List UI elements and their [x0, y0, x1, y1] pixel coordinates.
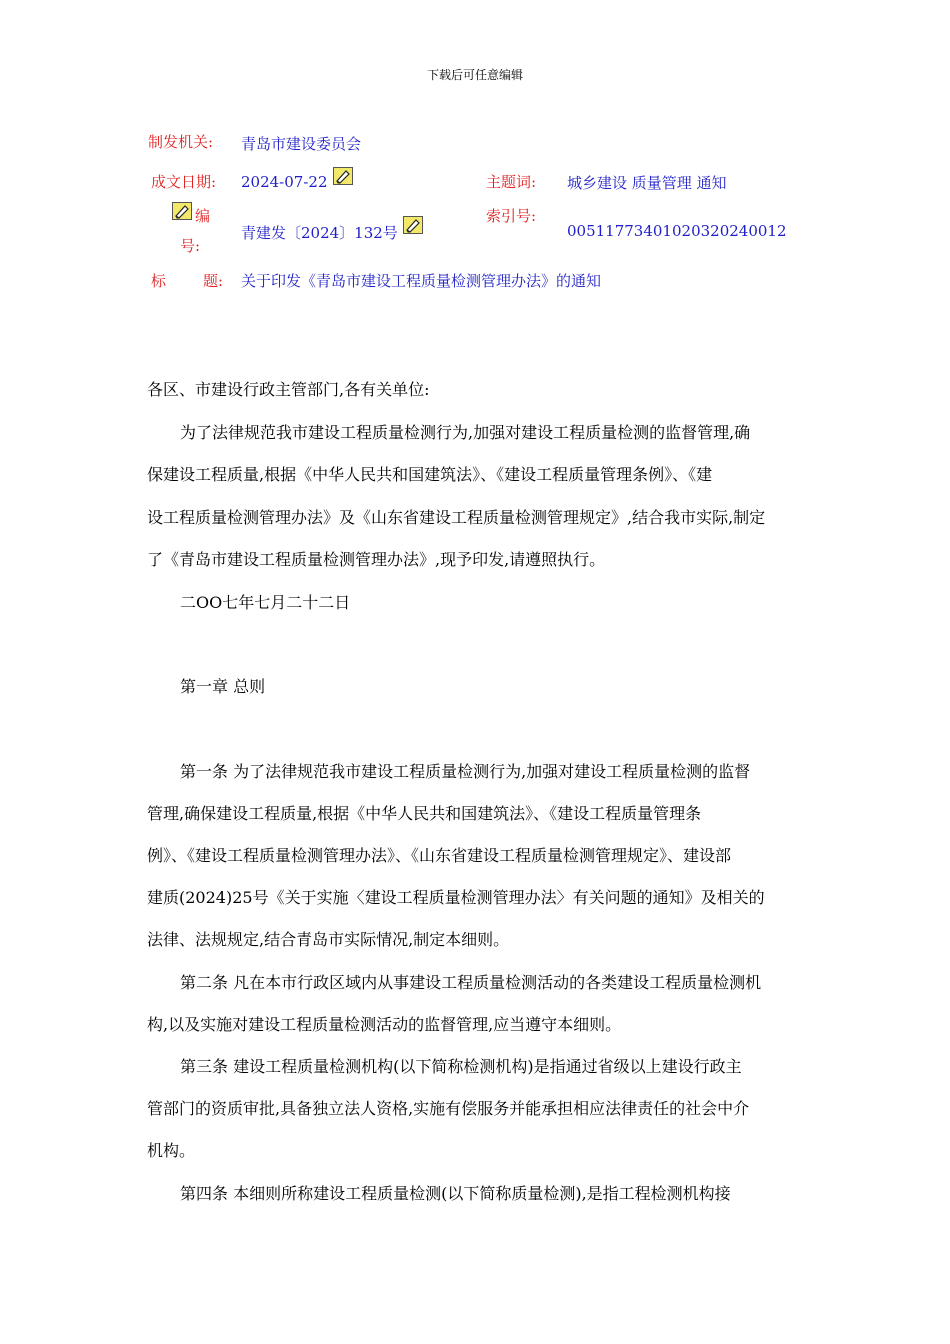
intro-line: 保建设工程质量,根据《中华人民共和国建筑法》、《建设工程质量管理条例》、《建: [147, 465, 713, 484]
pencil-note-icon: [172, 202, 192, 220]
intro-line: 了《青岛市建设工程质量检测管理办法》,现予印发,请遵照执行。: [147, 550, 606, 569]
subject-value: 城乡建设 质量管理 通知: [567, 174, 727, 192]
article1-line: 例》、《建设工程质量检测管理办法》、《山东省建设工程质量检测管理规定》、建设部: [147, 846, 732, 865]
article1-line: 第一条 为了法律规范我市建设工程质量检测行为,加强对建设工程质量检测的监督: [180, 762, 751, 781]
article3-line: 机构。: [147, 1141, 196, 1160]
document-date: 二OO七年七月二十二日: [180, 593, 351, 612]
number-label-part1: 编: [195, 207, 211, 225]
pencil-note-icon: [403, 216, 423, 234]
intro-line: 设工程质量检测管理办法》及《山东省建设工程质量检测管理规定》,结合我市实际,制定: [147, 508, 766, 527]
title-label-b: 题:: [203, 272, 224, 290]
article2-line: 第二条 凡在本市行政区域内从事建设工程质量检测活动的各类建设工程质量检测机: [180, 973, 762, 992]
article2-line: 构,以及实施对建设工程质量检测活动的监督管理,应当遵守本细则。: [147, 1015, 622, 1034]
article1-line: 建质(2024)25号《关于实施〈建设工程质量检测管理办法〉有关问题的通知》及相关的: [147, 888, 765, 907]
title-label-a: 标: [151, 272, 167, 290]
subject-label: 主题词:: [486, 173, 537, 191]
article1-line: 管理,确保建设工程质量,根据《中华人民共和国建筑法》、《建设工程质量管理条: [147, 804, 702, 823]
date-label: 成文日期:: [151, 173, 217, 191]
salutation: 各区、市建设行政主管部门,各有关单位:: [147, 380, 430, 399]
title-value: 关于印发《青岛市建设工程质量检测管理办法》的通知: [241, 272, 602, 290]
article3-line: 管部门的资质审批,具备独立法人资格,实施有偿服务并能承担相应法律责任的社会中介: [147, 1099, 750, 1118]
pencil-note-icon: [333, 167, 353, 185]
chapter-heading: 第一章 总则: [180, 677, 266, 696]
index-value: 0051177340102032024001​2: [567, 222, 787, 240]
issuer-label: 制发机关:: [148, 133, 214, 151]
number-label-part2: 号:: [180, 237, 201, 255]
article3-line: 第三条 建设工程质量检测机构(以下简称检测机构)是指通过省级以上建设行政主: [180, 1057, 742, 1076]
article4-line: 第四条 本细则所称建设工程质量检测(以下简称质量检测),是指工程检测机构接: [180, 1184, 731, 1203]
document-number-value: 青建发〔2024〕132号: [241, 224, 398, 242]
intro-line: 为了法律规范我市建设工程质量检测行为,加强对建设工程质量检测的监督管理,确: [180, 423, 751, 442]
issuer-value: 青岛市建设委员会: [241, 135, 362, 153]
index-label: 索引号:: [486, 207, 537, 225]
article1-line: 法律、法规规定,结合青岛市实际情况,制定本细则。: [147, 930, 510, 949]
download-note: 下载后可任意编辑: [426, 68, 523, 82]
date-value: 2024-07-22: [241, 173, 328, 191]
